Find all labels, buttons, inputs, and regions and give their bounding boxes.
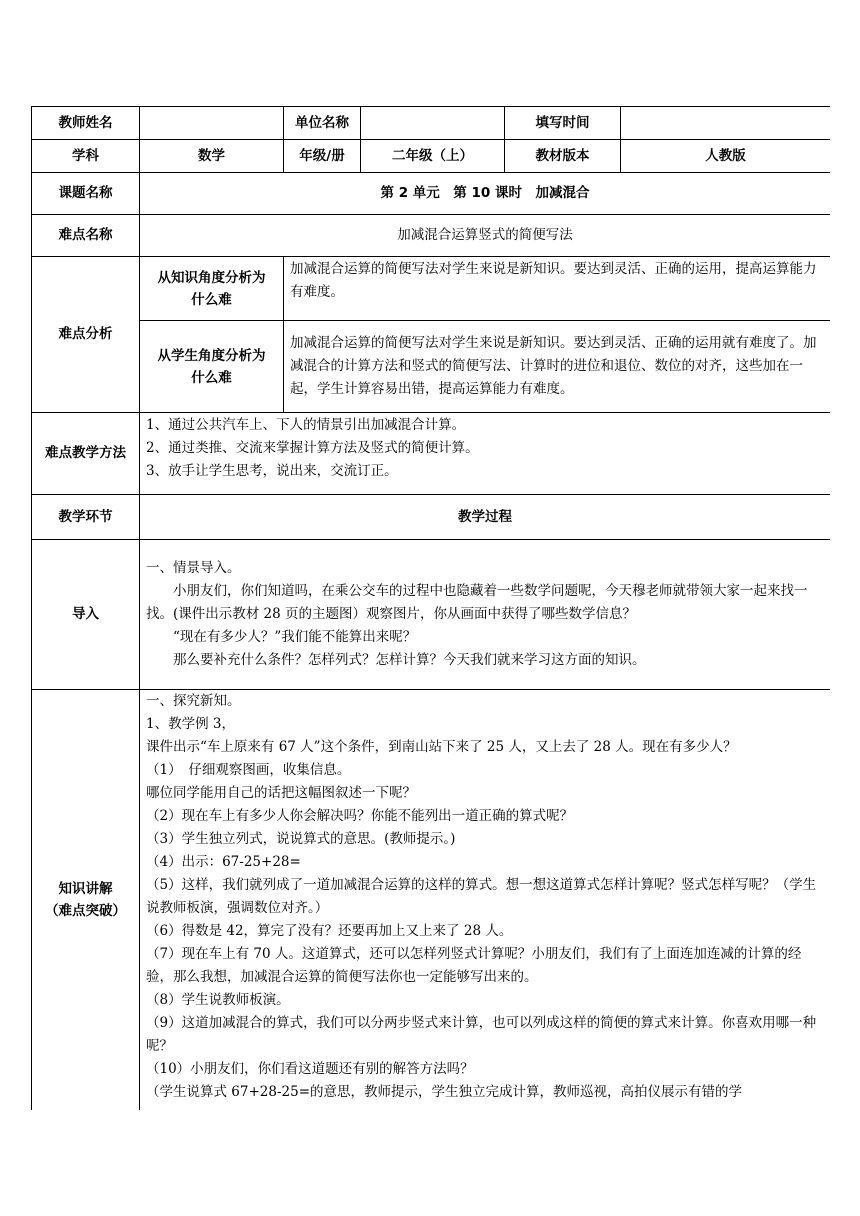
knowledge-line: 课件出示“车上原来有 67 人”这个条件，到南山站下来了 25 人，又上去了 28 人。现在有多少人？ [146,739,737,755]
lesson-label: 课题名称 [32,173,140,215]
knowledge-row [32,690,831,1110]
method-label: 难点教学方法 [32,413,140,495]
knowledge-angle-text: 加减混合运算的简便写法对学生来说是新知识。要达到灵活、正确的运用，提高运算能力有难度。 [284,257,831,321]
knowledge-line: 1、教学例 3， [146,716,235,732]
method-item: 3、放手让学生思考，说出来，交流订正。 [146,463,398,479]
analysis-student-row [32,321,831,413]
knowledge-angle-label [140,257,284,321]
knowledge-angle-label-line-2: 什么难 [191,291,232,308]
knowledge-line: （10）小朋友们，你们看这道题还有别的解答方法吗？ [146,1061,474,1077]
unit-value [361,107,505,140]
knowledge-line: （8）学生说教师板演。 [146,992,290,1008]
process-label: 教学过程 [140,495,831,540]
lesson-plan-sheet [31,106,830,1210]
knowledge-line: （6）得数是 42，算完了没有？还要再加上又上来了 28 人。 [146,923,513,939]
edition-label: 教材版本 [505,140,621,173]
knowledge-angle-label-line-1: 从知识角度分析为 [157,269,266,286]
knowledge-line: （2）现在车上有多少人你会解决吗？你能不能列出一道正确的算式呢？ [146,808,574,824]
method-content [140,413,831,495]
intro-label: 导入 [32,540,140,690]
knowledge-line: （7）现在车上有 70 人。这道算式，还可以怎样列竖式计算呢？小朋友们，我们有了上面连加连减的计算的经验，那么我想，加减混合运算的简便写法你也一定能够写出来的。 [146,946,802,985]
student-angle-label-line-2: 什么难 [191,369,232,386]
stage-label: 教学环节 [32,495,140,540]
difficulty-value: 加减混合运算竖式的简便写法 [140,215,831,257]
intro-line: 一、情景导入。 [146,560,241,576]
knowledge-label-line-1: 知识讲解 [58,880,113,897]
time-value [621,107,831,140]
method-item: 1、通过公共汽车上、下人的情景引出加减混合计算。 [146,417,466,433]
unit-label: 单位名称 [284,107,361,140]
knowledge-content [140,690,831,1110]
grade-value: 二年级（上） [361,140,505,173]
knowledge-line: （学生说算式 67+28-25=的意思，教师提示，学生独立完成计算，教师巡视，高拍仪展示有错的学 [146,1084,743,1100]
knowledge-line: 哪位同学能用自己的话把这幅图叙述一下呢？ [146,785,416,801]
process-header-row [32,495,831,540]
intro-line: “现在有多少人？”我们能不能算出来呢？ [173,629,417,645]
header-row [32,107,831,140]
method-row [32,413,831,495]
knowledge-line: （9）这道加减混合的算式，我们可以分两步竖式来计算，也可以列成这样的简便的算式来计算。你喜欢用哪一种呢？ [146,1015,817,1054]
difficulty-row [32,215,831,257]
subject-row [32,140,831,173]
knowledge-line: （1） 仔细观察图画，收集信息。 [146,762,351,778]
knowledge-line: （5）这样，我们就列成了一道加减混合运算的这样的算式。想一想这道算式怎样计算呢？竖式怎样写呢？（学生说教师板演，强调数位对齐。） [146,877,817,916]
analysis-knowledge-row [32,257,831,321]
student-angle-label [140,321,284,413]
student-angle-text: 加减混合运算的简便写法对学生来说是新知识。要达到灵活、正确的运用就有难度了。加减混合的计算方法和竖式的简便写法、计算时的进位和退位、数位的对齐，这些加在一起，学生计算容易出错，提高运算能力有难度。 [284,321,831,413]
subject-label: 学科 [32,140,140,173]
time-label: 填写时间 [505,107,621,140]
teacher-label: 教师姓名 [32,107,140,140]
teacher-value [140,107,284,140]
knowledge-line: 一、探究新知。 [146,693,241,709]
analysis-label: 难点分析 [32,257,140,413]
method-item: 2、通过类推、交流来掌握计算方法及竖式的简便计算。 [146,440,479,456]
lesson-value: 第 2 单元 第 10 课时 加减混合 [140,173,831,215]
knowledge-line: （4）出示：67-25+28= [146,854,301,870]
difficulty-label: 难点名称 [32,215,140,257]
intro-row [32,540,831,690]
knowledge-label-line-2: （难点突破） [45,902,126,919]
intro-line: 小朋友们，你们知道吗，在乘公交车的过程中也隐藏着一些数学问题呢，今天穆老师就带领大家一起来找一找。(课件出示教材 28 页的主题图）观察图片，你从画面中获得了哪些数学信息？ [146,583,808,622]
knowledge-label [32,690,140,1110]
lesson-row [32,173,831,215]
knowledge-line: （3）学生独立列式，说说算式的意思。(教师提示。) [146,831,456,847]
subject-value: 数学 [140,140,284,173]
intro-content [140,540,831,690]
lesson-plan-table [31,106,830,1110]
grade-label: 年级/册 [284,140,361,173]
student-angle-label-line-1: 从学生角度分析为 [157,347,266,364]
edition-value: 人教版 [621,140,831,173]
intro-line: 那么要补充什么条件？怎样列式？怎样计算？今天我们就来学习这方面的知识。 [173,652,646,668]
